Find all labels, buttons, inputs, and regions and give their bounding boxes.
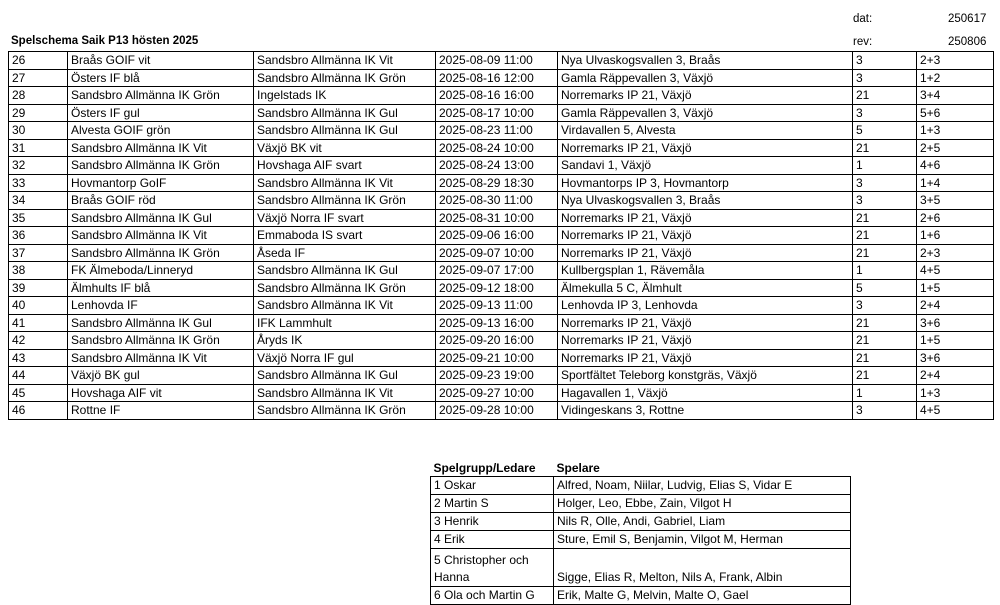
groups-header-group: Spelgrupp/Ledare	[433, 460, 536, 475]
date-time-cell: 2025-09-07 17:00	[436, 262, 558, 280]
home-team-cell: Älmhults IF blå	[68, 279, 254, 297]
table-row	[9, 122, 994, 140]
home-team-cell: Hovmantorp GoIF	[68, 174, 254, 192]
play-groups-cell: 2+4	[917, 297, 994, 315]
venue-cell: Gamla Räppevallen 3, Växjö	[558, 104, 853, 122]
venue-cell: Lenhovda IP 3, Lenhovda	[558, 297, 853, 315]
list-item	[431, 587, 851, 605]
away-team-cell: Sandsbro Allmänna IK Vit	[254, 174, 436, 192]
date-time-cell: 2025-09-12 18:00	[436, 279, 558, 297]
group-players-cell: Erik, Malte G, Melvin, Malte O, Gael	[554, 587, 851, 605]
away-team-cell: Sandsbro Allmänna IK Gul	[254, 262, 436, 280]
date-time-cell: 2025-09-20 16:00	[436, 332, 558, 350]
date-time-cell: 2025-09-23 19:00	[436, 367, 558, 385]
venue-cell: Norremarks IP 21, Växjö	[558, 209, 853, 227]
play-groups-cell: 2+6	[917, 209, 994, 227]
venue-cell: Nya Ulvaskogsvallen 3, Braås	[558, 52, 853, 70]
match-number-cell: 45	[9, 384, 68, 402]
away-team-cell: Ingelstads IK	[254, 87, 436, 105]
away-team-cell: Sandsbro Allmänna IK Vit	[254, 52, 436, 70]
away-team-cell: Sandsbro Allmänna IK Grön	[254, 192, 436, 210]
venue-cell: Sandavi 1, Växjö	[558, 157, 853, 175]
match-number-cell: 37	[9, 244, 68, 262]
home-team-cell: Sandsbro Allmänna IK Vit	[68, 349, 254, 367]
player-groups-table	[430, 459, 851, 605]
play-groups-cell: 2+4	[917, 367, 994, 385]
play-groups-cell: 1+3	[917, 122, 994, 140]
play-groups-cell: 1+5	[917, 332, 994, 350]
match-number-cell: 44	[9, 367, 68, 385]
table-row	[9, 332, 994, 350]
play-groups-cell: 1+4	[917, 174, 994, 192]
play-groups-cell: 3+6	[917, 314, 994, 332]
date-time-cell: 2025-08-31 10:00	[436, 209, 558, 227]
group-leader-cell: 6 Ola och Martin G	[431, 587, 554, 605]
table-row	[9, 227, 994, 245]
date-time-cell: 2025-08-09 11:00	[436, 52, 558, 70]
home-team-cell: Sandsbro Allmänna IK Vit	[68, 139, 254, 157]
home-team-cell: Rottne IF	[68, 402, 254, 420]
table-row	[9, 384, 994, 402]
venue-cell: Älmekulla 5 C, Älmhult	[558, 279, 853, 297]
group-players-cell: Sigge, Elias R, Melton, Nils A, Frank, Albin	[554, 549, 851, 587]
venue-cell: Kullbergsplan 1, Rävemåla	[558, 262, 853, 280]
group-leader-cell: 4 Erik	[431, 531, 554, 549]
home-team-cell: Braås GOIF vit	[68, 52, 254, 70]
venue-cell: Sportfältet Teleborg konstgräs, Växjö	[558, 367, 853, 385]
rev-label: rev:	[853, 36, 873, 48]
match-number-cell: 36	[9, 227, 68, 245]
match-number-cell: 27	[9, 69, 68, 87]
groups-header-row	[431, 459, 851, 477]
home-team-cell: Sandsbro Allmänna IK Gul	[68, 209, 254, 227]
venue-cell: Norremarks IP 21, Växjö	[558, 87, 853, 105]
dat-value: 250617	[948, 13, 987, 25]
home-team-cell: Braås GOIF röd	[68, 192, 254, 210]
match-number-cell: 26	[9, 52, 68, 70]
home-team-cell: Hovshaga AIF vit	[68, 384, 254, 402]
field-cell: 3	[853, 402, 917, 420]
home-team-cell: Växjö BK gul	[68, 367, 254, 385]
field-cell: 21	[853, 332, 917, 350]
play-groups-cell: 4+5	[917, 402, 994, 420]
group-players-cell: Sture, Emil S, Benjamin, Vilgot M, Herman	[554, 531, 851, 549]
list-item	[431, 513, 851, 531]
home-team-cell: FK Älmeboda/Linneryd	[68, 262, 254, 280]
play-groups-cell: 2+3	[917, 244, 994, 262]
venue-cell: Norremarks IP 21, Växjö	[558, 227, 853, 245]
home-team-cell: Östers IF blå	[68, 69, 254, 87]
home-team-cell: Sandsbro Allmänna IK Grön	[68, 332, 254, 350]
field-cell: 21	[853, 349, 917, 367]
date-time-cell: 2025-09-28 10:00	[436, 402, 558, 420]
match-number-cell: 35	[9, 209, 68, 227]
match-number-cell: 28	[9, 87, 68, 105]
field-cell: 3	[853, 174, 917, 192]
play-groups-cell: 2+5	[917, 139, 994, 157]
match-number-cell: 29	[9, 104, 68, 122]
home-team-cell: Sandsbro Allmänna IK Grön	[68, 244, 254, 262]
away-team-cell: Sandsbro Allmänna IK Grön	[254, 279, 436, 297]
play-groups-cell: 1+2	[917, 69, 994, 87]
table-row	[9, 52, 994, 70]
play-groups-cell: 4+6	[917, 157, 994, 175]
group-players-cell: Holger, Leo, Ebbe, Zain, Vilgot H	[554, 495, 851, 513]
field-cell: 21	[853, 227, 917, 245]
table-row	[9, 402, 994, 420]
list-item	[431, 495, 851, 513]
group-leader-cell: 1 Oskar	[431, 477, 554, 495]
away-team-cell: Sandsbro Allmänna IK Gul	[254, 122, 436, 140]
match-number-cell: 32	[9, 157, 68, 175]
table-row	[9, 104, 994, 122]
match-number-cell: 42	[9, 332, 68, 350]
home-team-cell: Sandsbro Allmänna IK Vit	[68, 227, 254, 245]
page-title: Spelschema Saik P13 hösten 2025	[11, 35, 199, 47]
away-team-cell: Åseda IF	[254, 244, 436, 262]
venue-cell: Hovmantorps IP 3, Hovmantorp	[558, 174, 853, 192]
date-time-cell: 2025-09-21 10:00	[436, 349, 558, 367]
venue-cell: Norremarks IP 21, Växjö	[558, 349, 853, 367]
venue-cell: Vidingeskans 3, Rottne	[558, 402, 853, 420]
field-cell: 1	[853, 384, 917, 402]
date-time-cell: 2025-08-17 10:00	[436, 104, 558, 122]
groups-header-players: Spelare	[556, 460, 600, 475]
date-time-cell: 2025-08-16 12:00	[436, 69, 558, 87]
table-row	[9, 367, 994, 385]
list-item	[431, 549, 851, 587]
field-cell: 21	[853, 244, 917, 262]
field-cell: 5	[853, 279, 917, 297]
play-groups-cell: 3+6	[917, 349, 994, 367]
date-time-cell: 2025-09-07 10:00	[436, 244, 558, 262]
away-team-cell: Emmaboda IS svart	[254, 227, 436, 245]
date-time-cell: 2025-08-30 11:00	[436, 192, 558, 210]
field-cell: 5	[853, 122, 917, 140]
table-row	[9, 297, 994, 315]
match-schedule-table	[8, 51, 994, 420]
table-row	[9, 69, 994, 87]
table-row	[9, 349, 994, 367]
match-number-cell: 38	[9, 262, 68, 280]
venue-cell: Gamla Räppevallen 3, Växjö	[558, 69, 853, 87]
date-time-cell: 2025-09-27 10:00	[436, 384, 558, 402]
group-players-cell: Nils R, Olle, Andi, Gabriel, Liam	[554, 513, 851, 531]
away-team-cell: IFK Lammhult	[254, 314, 436, 332]
field-cell: 3	[853, 297, 917, 315]
home-team-cell: Alvesta GOIF grön	[68, 122, 254, 140]
match-number-cell: 30	[9, 122, 68, 140]
dat-label: dat:	[853, 13, 873, 25]
date-time-cell: 2025-08-24 13:00	[436, 157, 558, 175]
play-groups-cell: 1+5	[917, 279, 994, 297]
away-team-cell: Växjö BK vit	[254, 139, 436, 157]
away-team-cell: Sandsbro Allmänna IK Vit	[254, 297, 436, 315]
away-team-cell: Sandsbro Allmänna IK Vit	[254, 384, 436, 402]
group-leader-cell: 3 Henrik	[431, 513, 554, 531]
play-groups-cell: 2+3	[917, 52, 994, 70]
list-item	[431, 477, 851, 495]
field-cell: 1	[853, 157, 917, 175]
table-row	[9, 157, 994, 175]
table-row	[9, 87, 994, 105]
play-groups-cell: 1+6	[917, 227, 994, 245]
away-team-cell: Sandsbro Allmänna IK Grön	[254, 402, 436, 420]
venue-cell: Hagavallen 1, Växjö	[558, 384, 853, 402]
venue-cell: Norremarks IP 21, Växjö	[558, 139, 853, 157]
home-team-cell: Sandsbro Allmänna IK Grön	[68, 87, 254, 105]
date-time-cell: 2025-09-06 16:00	[436, 227, 558, 245]
group-leader-cell: 2 Martin S	[431, 495, 554, 513]
group-leader-cell: 5 Christopher och Hanna	[431, 549, 554, 587]
field-cell: 21	[853, 314, 917, 332]
play-groups-cell: 4+5	[917, 262, 994, 280]
home-team-cell: Sandsbro Allmänna IK Gul	[68, 314, 254, 332]
match-number-cell: 43	[9, 349, 68, 367]
field-cell: 3	[853, 192, 917, 210]
away-team-cell: Växjö Norra IF gul	[254, 349, 436, 367]
away-team-cell: Sandsbro Allmänna IK Grön	[254, 69, 436, 87]
field-cell: 3	[853, 52, 917, 70]
rev-value: 250806	[948, 36, 987, 48]
date-time-cell: 2025-09-13 16:00	[436, 314, 558, 332]
home-team-cell: Sandsbro Allmänna IK Grön	[68, 157, 254, 175]
date-time-cell: 2025-09-13 11:00	[436, 297, 558, 315]
away-team-cell: Hovshaga AIF svart	[254, 157, 436, 175]
match-number-cell: 33	[9, 174, 68, 192]
match-number-cell: 41	[9, 314, 68, 332]
field-cell: 21	[853, 139, 917, 157]
field-cell: 3	[853, 69, 917, 87]
home-team-cell: Lenhovda IF	[68, 297, 254, 315]
table-row	[9, 262, 994, 280]
venue-cell: Norremarks IP 21, Växjö	[558, 244, 853, 262]
away-team-cell: Sandsbro Allmänna IK Gul	[254, 367, 436, 385]
play-groups-cell: 5+6	[917, 104, 994, 122]
field-cell: 1	[853, 262, 917, 280]
play-groups-cell: 1+3	[917, 384, 994, 402]
away-team-cell: Växjö Norra IF svart	[254, 209, 436, 227]
play-groups-cell: 3+5	[917, 192, 994, 210]
group-players-cell: Alfred, Noam, Niilar, Ludvig, Elias S, Vidar E	[554, 477, 851, 495]
match-number-cell: 31	[9, 139, 68, 157]
date-time-cell: 2025-08-29 18:30	[436, 174, 558, 192]
field-cell: 21	[853, 209, 917, 227]
match-number-cell: 34	[9, 192, 68, 210]
table-row	[9, 174, 994, 192]
field-cell: 21	[853, 367, 917, 385]
home-team-cell: Östers IF gul	[68, 104, 254, 122]
table-row	[9, 139, 994, 157]
play-groups-cell: 3+4	[917, 87, 994, 105]
venue-cell: Virdavallen 5, Alvesta	[558, 122, 853, 140]
match-number-cell: 46	[9, 402, 68, 420]
date-time-cell: 2025-08-16 16:00	[436, 87, 558, 105]
table-row	[9, 192, 994, 210]
table-row	[9, 209, 994, 227]
list-item	[431, 531, 851, 549]
table-row	[9, 279, 994, 297]
away-team-cell: Åryds IK	[254, 332, 436, 350]
away-team-cell: Sandsbro Allmänna IK Gul	[254, 104, 436, 122]
venue-cell: Norremarks IP 21, Växjö	[558, 332, 853, 350]
match-number-cell: 39	[9, 279, 68, 297]
match-number-cell: 40	[9, 297, 68, 315]
field-cell: 21	[853, 87, 917, 105]
venue-cell: Norremarks IP 21, Växjö	[558, 314, 853, 332]
venue-cell: Nya Ulvaskogsvallen 3, Braås	[558, 192, 853, 210]
field-cell: 3	[853, 104, 917, 122]
table-row	[9, 314, 994, 332]
date-time-cell: 2025-08-23 11:00	[436, 122, 558, 140]
date-time-cell: 2025-08-24 10:00	[436, 139, 558, 157]
table-row	[9, 244, 994, 262]
